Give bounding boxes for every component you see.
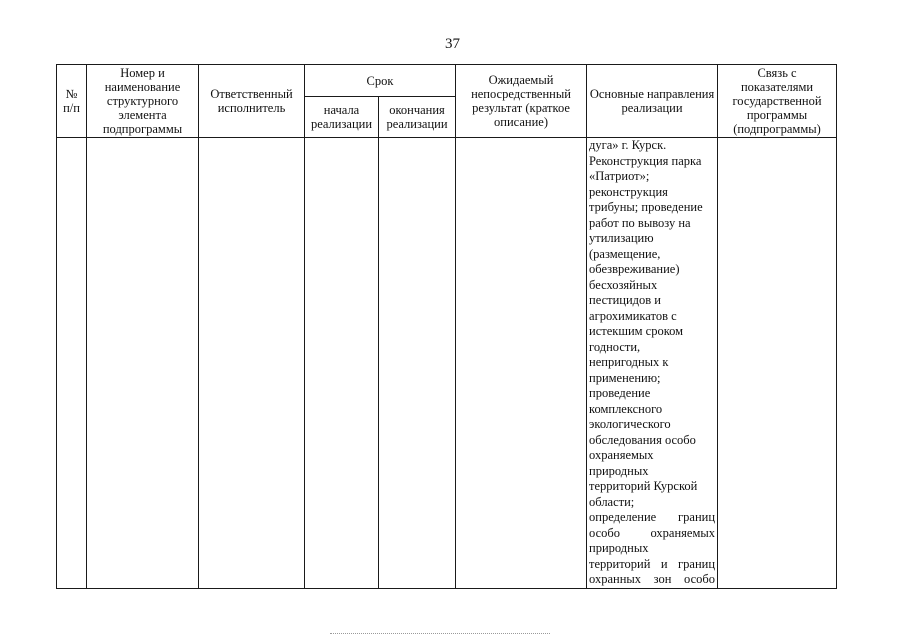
directions-line: природных [589,541,649,555]
directions-line: применению; [589,370,661,385]
directions-line: (размещение, [589,246,661,261]
cell-term-end [379,138,456,589]
cell-number [57,138,87,589]
table-row [57,138,837,589]
directions-line: Реконструкция парка [589,153,702,168]
header-link-indicators: Связь с показателями государственной программы (подпрограммы) [718,65,837,138]
header-main-directions: Основные направления реализации [587,65,718,138]
directions-line: проведение [589,386,651,400]
cell-expected-result [456,138,587,589]
directions-line: реконструкция [589,184,668,199]
directions-line: комплексного [589,401,663,416]
directions-line: особо охраняемых [589,525,716,540]
program-table [56,64,837,589]
directions-line: «Патриот»; [589,169,650,183]
header-expected-result: Ожидаемый непосредственный результат (краткое описание) [456,65,587,138]
header-term-start: начала реализации [305,97,379,138]
header-term: Срок [305,65,456,97]
directions-line: области; [589,494,635,509]
directions-line: утилизацию [589,231,654,245]
page-number: 37 [445,36,460,52]
directions-line: работ по вывозу на [589,215,691,230]
directions-line: бесхозяйных [589,277,658,292]
directions-line: обезвреживание) [589,262,680,276]
scan-artifact-line [330,633,550,635]
header-structural-element: Номер и наименование структурного элемента подпрограммы [87,65,199,138]
directions-line: природных [589,463,649,478]
directions-line: экологического [589,417,671,431]
cell-main-directions [587,138,718,589]
directions-line: непригодных к [589,355,669,369]
directions-line: обследования особо [589,432,696,447]
directions-line: трибуны; проведение [589,200,703,214]
cell-link-indicators [718,138,837,589]
cell-structural-element [87,138,199,589]
directions-line: территорий Курской [589,479,698,493]
directions-line: пестицидов и [589,293,661,307]
directions-line: агрохимикатов с [589,308,677,323]
cell-term-start [305,138,379,589]
directions-line: дуга» г. Курск. [589,138,667,152]
header-number: № п/п [57,65,87,138]
header-term-end: окончания реализации [379,97,456,138]
directions-line: охранных зон особо [589,572,716,586]
header-responsible-executor: Ответственный исполнитель [199,65,305,138]
cell-responsible-executor [199,138,305,589]
directions-line: определение границ [589,510,716,524]
directions-line: годности, [589,339,641,354]
directions-line: охраняемых [589,448,654,462]
directions-line: истекшим сроком [589,324,684,338]
directions-line: территорий и границ [589,556,716,571]
